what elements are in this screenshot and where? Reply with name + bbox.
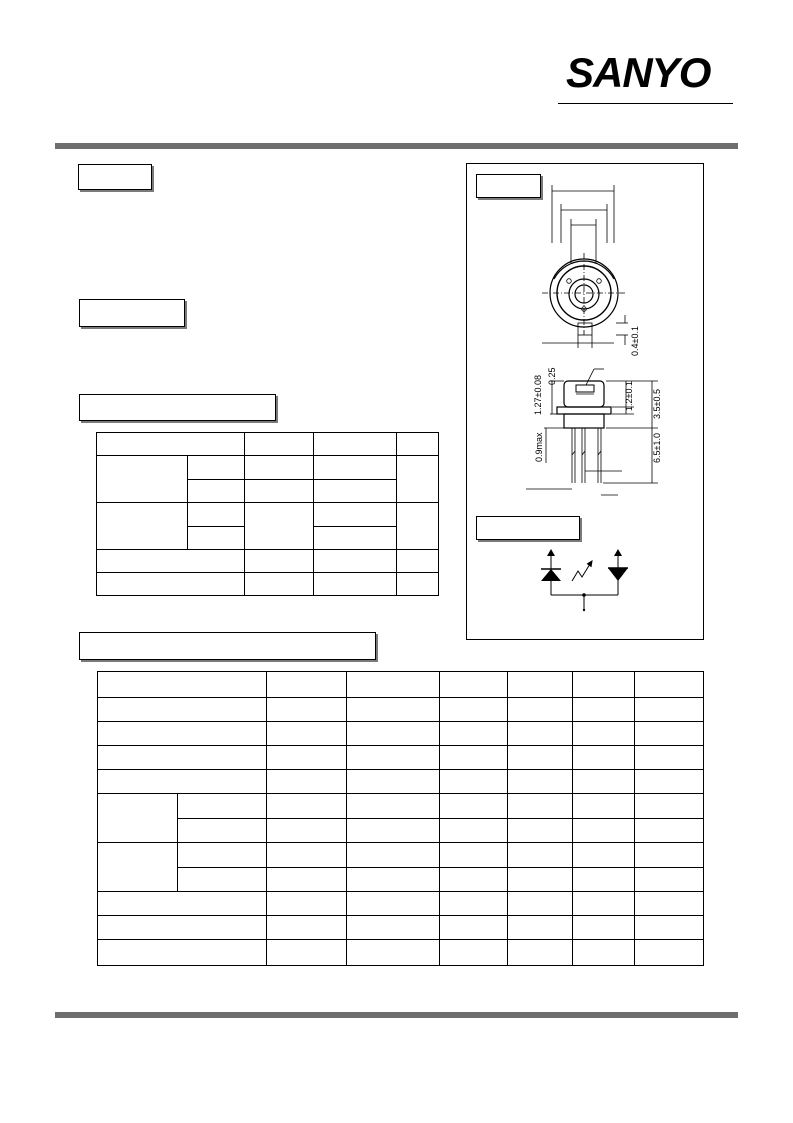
table-cell xyxy=(347,916,440,940)
table-cell xyxy=(508,722,573,746)
table-cell xyxy=(440,940,508,966)
table-cell xyxy=(397,433,439,456)
table-cell xyxy=(635,722,704,746)
terminal-arrow-right xyxy=(614,549,622,556)
characteristics-table xyxy=(97,671,704,966)
table-cell xyxy=(314,433,397,456)
table-cell xyxy=(347,672,440,698)
table-cell xyxy=(440,916,508,940)
table-cell xyxy=(573,698,635,722)
photodiode-symbol-icon xyxy=(608,568,628,581)
table-cell xyxy=(573,916,635,940)
dim-label-lead-max: 0.9max xyxy=(534,432,544,462)
table-cell xyxy=(440,722,508,746)
section-heading-box-3 xyxy=(79,394,276,421)
table-cell xyxy=(97,572,245,595)
table-cell xyxy=(508,868,573,892)
table-cell xyxy=(440,892,508,916)
table-cell xyxy=(347,794,440,819)
svg-text:SANYO: SANYO xyxy=(566,49,711,94)
table-cell xyxy=(508,746,573,770)
dim-label-window: 0.25 xyxy=(547,367,557,385)
table-cell xyxy=(98,722,267,746)
table-cell xyxy=(267,746,347,770)
circuit-schematic xyxy=(466,163,702,638)
table-cell xyxy=(314,503,397,526)
table-cell xyxy=(267,794,347,819)
table-cell xyxy=(573,892,635,916)
table-cell xyxy=(188,480,245,503)
table-cell xyxy=(314,456,397,480)
table-cell xyxy=(508,794,573,819)
table-cell xyxy=(98,916,267,940)
table-cell xyxy=(98,843,178,892)
table-cell xyxy=(635,892,704,916)
table-cell xyxy=(178,819,267,843)
dim-label-flange: 1.2±0.1 xyxy=(624,381,634,411)
table-cell xyxy=(440,868,508,892)
table-cell xyxy=(397,503,439,549)
table-cell xyxy=(314,549,397,572)
table-cell xyxy=(188,456,245,480)
table-cell xyxy=(508,672,573,698)
table-cell xyxy=(635,794,704,819)
table-cell xyxy=(347,819,440,843)
table-cell xyxy=(245,549,314,572)
dim-label-lead-width: 0.4±0.1 xyxy=(630,326,640,356)
table-cell xyxy=(573,770,635,794)
table-cell xyxy=(635,672,704,698)
table-cell xyxy=(635,819,704,843)
table-cell xyxy=(245,433,314,456)
table-cell xyxy=(347,892,440,916)
table-cell xyxy=(267,698,347,722)
table-cell xyxy=(178,794,267,819)
table-cell xyxy=(508,770,573,794)
table-cell xyxy=(635,698,704,722)
table-cell xyxy=(314,526,397,549)
table-cell xyxy=(97,433,245,456)
table-cell xyxy=(573,819,635,843)
table-cell xyxy=(267,819,347,843)
table-cell xyxy=(440,794,508,819)
table-cell xyxy=(635,916,704,940)
table-cell xyxy=(347,722,440,746)
table-cell xyxy=(508,892,573,916)
ratings-table xyxy=(96,432,439,596)
table-cell xyxy=(97,549,245,572)
table-cell xyxy=(245,480,314,503)
terminal-arrow-left xyxy=(547,549,555,556)
table-cell xyxy=(267,843,347,868)
section-heading-box-1 xyxy=(78,164,152,190)
table-cell xyxy=(347,770,440,794)
table-cell xyxy=(267,722,347,746)
header-rule xyxy=(55,143,738,149)
table-cell xyxy=(97,503,188,549)
table-cell xyxy=(573,746,635,770)
table-cell xyxy=(188,503,245,526)
table-cell xyxy=(267,868,347,892)
table-cell xyxy=(178,843,267,868)
table-cell xyxy=(573,940,635,966)
table-cell xyxy=(98,698,267,722)
table-cell xyxy=(347,843,440,868)
table-cell xyxy=(440,672,508,698)
dim-label-lead-length: 6.5±1.0 xyxy=(652,433,662,463)
dim-label-cap-height: 1.27±0.08 xyxy=(533,375,543,415)
table-cell xyxy=(508,916,573,940)
table-cell xyxy=(635,746,704,770)
table-cell xyxy=(98,672,267,698)
table-cell xyxy=(267,916,347,940)
table-cell xyxy=(314,480,397,503)
table-cell xyxy=(267,770,347,794)
table-cell xyxy=(573,843,635,868)
footer-rule xyxy=(55,1012,738,1018)
table-cell xyxy=(635,940,704,966)
table-cell xyxy=(188,526,245,549)
table-cell xyxy=(98,892,267,916)
table-cell xyxy=(98,746,267,770)
table-cell xyxy=(347,698,440,722)
table-cell xyxy=(267,672,347,698)
table-cell xyxy=(440,698,508,722)
table-cell xyxy=(508,698,573,722)
table-cell xyxy=(573,722,635,746)
table-cell xyxy=(508,819,573,843)
dim-label-body-height: 3.5±0.5 xyxy=(652,389,662,419)
section-heading-box-2 xyxy=(79,299,185,327)
table-cell xyxy=(440,746,508,770)
table-cell xyxy=(245,572,314,595)
table-cell xyxy=(98,940,267,966)
table-cell xyxy=(573,672,635,698)
section-heading-box-4 xyxy=(79,632,376,660)
table-cell xyxy=(98,794,178,843)
table-cell xyxy=(97,456,188,503)
table-cell xyxy=(440,770,508,794)
table-cell xyxy=(245,456,314,480)
table-cell xyxy=(397,549,439,572)
table-cell xyxy=(98,770,267,794)
sanyo-logo xyxy=(562,48,722,94)
table-cell xyxy=(347,940,440,966)
laser-diode-symbol-icon xyxy=(541,569,561,581)
table-cell xyxy=(178,868,267,892)
table-cell xyxy=(573,794,635,819)
table-cell xyxy=(440,819,508,843)
table-cell xyxy=(314,572,397,595)
table-cell xyxy=(508,940,573,966)
table-cell xyxy=(347,868,440,892)
table-cell xyxy=(635,868,704,892)
table-cell xyxy=(347,746,440,770)
table-cell xyxy=(267,940,347,966)
table-cell xyxy=(635,770,704,794)
table-cell xyxy=(245,503,314,549)
table-cell xyxy=(267,892,347,916)
table-cell xyxy=(397,456,439,503)
table-cell xyxy=(440,843,508,868)
table-cell xyxy=(508,843,573,868)
table-cell xyxy=(397,572,439,595)
table-cell xyxy=(635,843,704,868)
table-cell xyxy=(573,868,635,892)
logo-underline xyxy=(558,103,733,104)
